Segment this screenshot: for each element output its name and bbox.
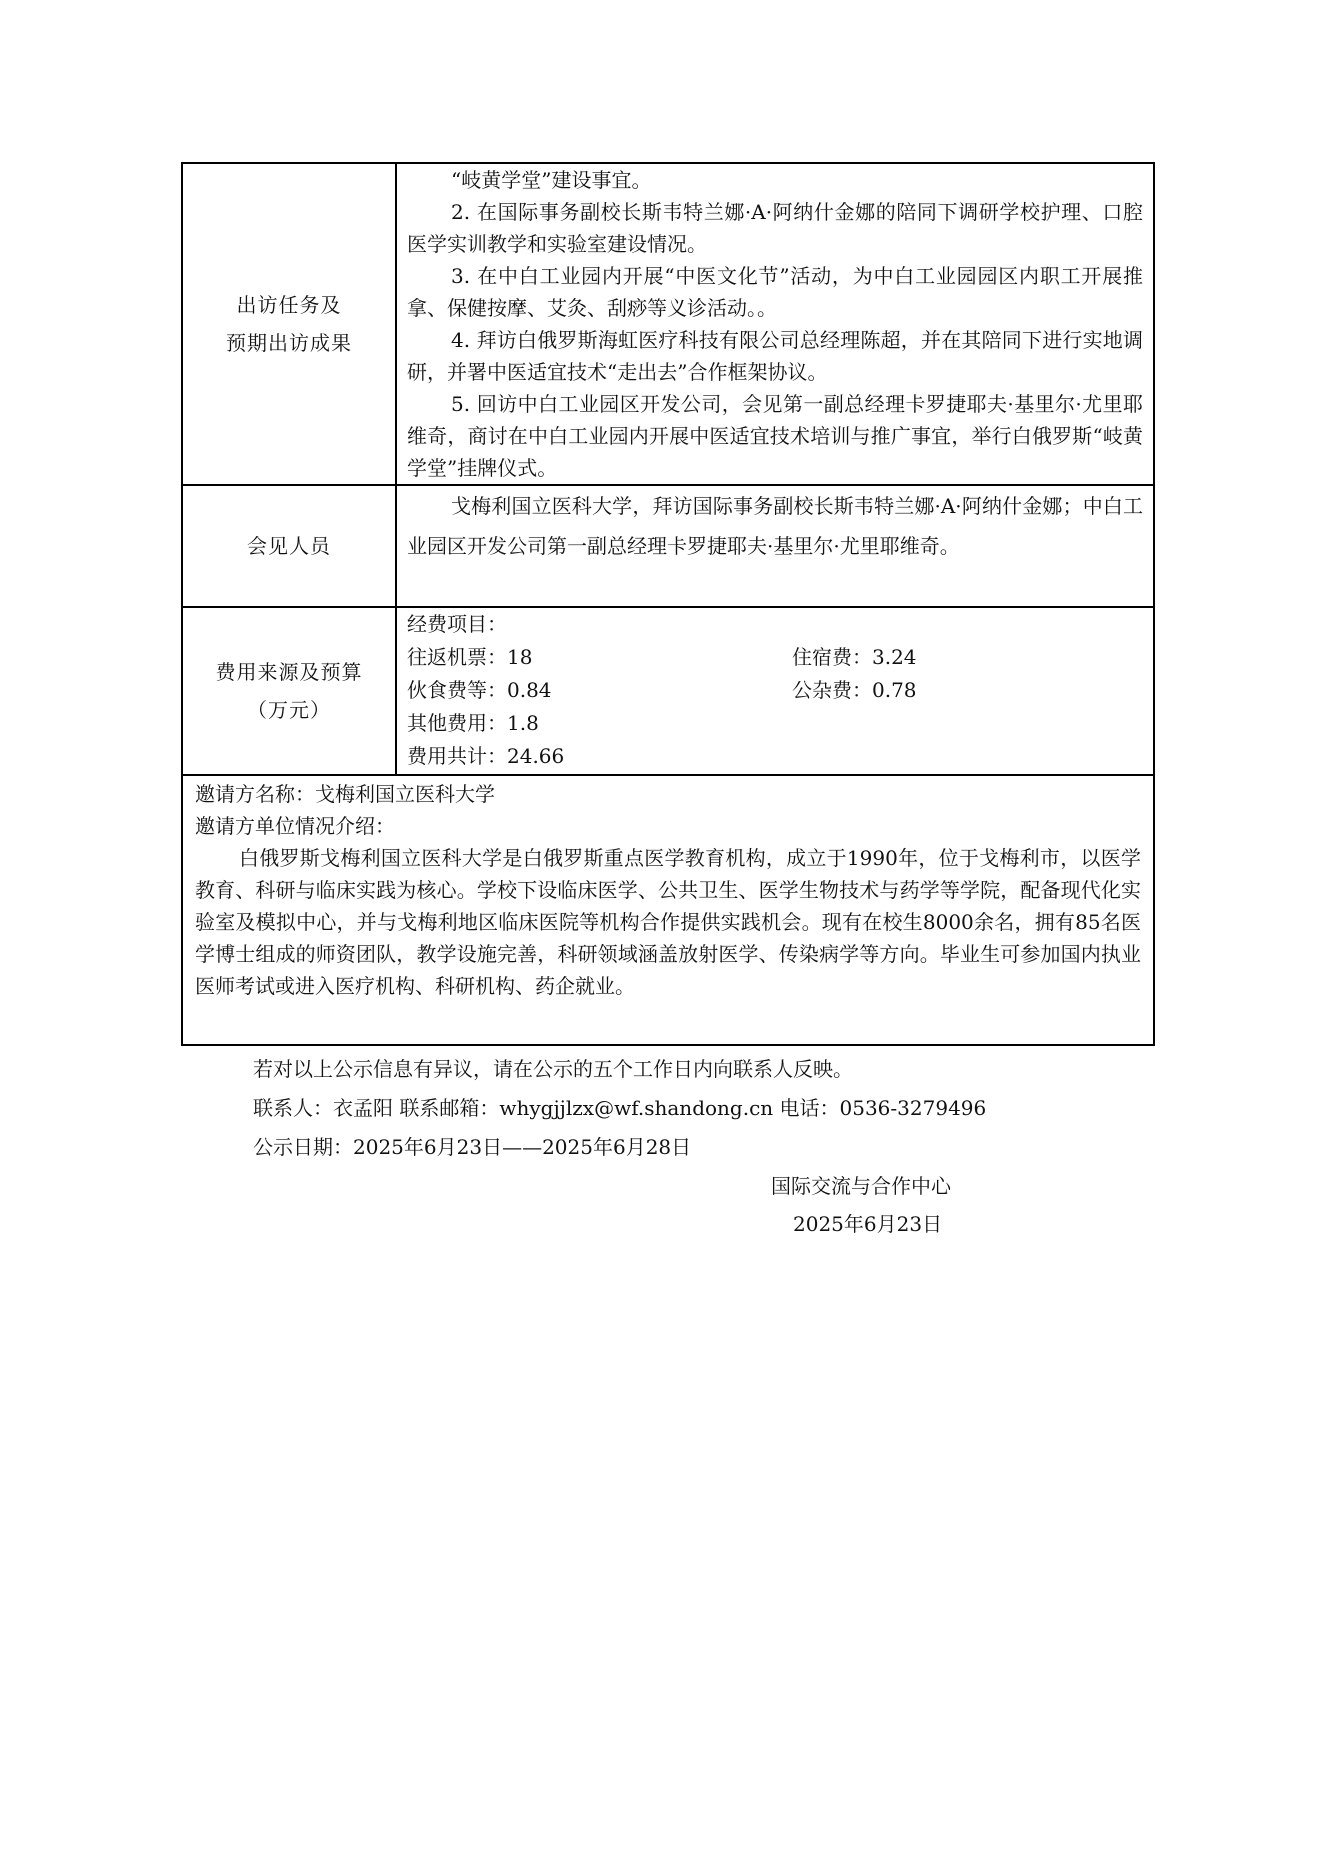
notice-block <box>181 1050 1155 1167</box>
budget-other: 其他费用：1.8 <box>407 711 539 735</box>
signature-block <box>181 1167 1155 1243</box>
tasks-label <box>182 163 396 485</box>
tasks-item-3: 3. 在中白工业园内开展“中医文化节”活动，为中白工业园园区内职工开展推拿、保健按摩、艾灸、刮痧等义诊活动。。 <box>407 264 1143 320</box>
meeting-label: 会见人员 <box>182 485 396 607</box>
notice-period: 公示日期：2025年6月23日——2025年6月28日 <box>253 1135 692 1159</box>
info-table <box>181 162 1155 1046</box>
budget-meals: 伙食费等：0.84 <box>407 678 552 702</box>
budget-label-line1: 费用来源及预算 <box>215 660 363 684</box>
tasks-row <box>182 163 1154 485</box>
inviter-intro: 白俄罗斯戈梅利国立医科大学是白俄罗斯重点医学教育机构，成立于1990年，位于戈梅利市，以医学教育、科研与临床实践为核心。学校下设临床医学、公共卫生、医学生物技术与药学等学院，配备现代化实验室及模拟中心，并与戈梅利地区临床医院等机构合作提供实践机会。现有在校生8000余名，拥有85名医学博士组成的师资团队，教学设施完善，科研领域涵盖放射医学、传染病学等方向。毕业生可参加国内执业医师考试或进入医疗机构、科研机构、药企就业。 <box>195 846 1141 998</box>
inviter-row <box>182 775 1154 1045</box>
budget-row <box>182 607 1154 775</box>
inviter-content <box>182 775 1154 1045</box>
budget-content <box>396 607 1154 775</box>
budget-label <box>182 607 396 775</box>
meeting-row <box>182 485 1154 607</box>
tasks-label-line1: 出访任务及 <box>236 293 342 317</box>
meeting-content <box>396 485 1154 607</box>
tasks-line0: “岐黄学堂”建设事宜。 <box>451 168 652 192</box>
budget-airfare: 往返机票：18 <box>407 645 533 669</box>
signature-date: 2025年6月23日 <box>793 1212 943 1236</box>
tasks-content <box>396 163 1154 485</box>
budget-total: 费用共计：24.66 <box>407 744 565 768</box>
meeting-text: 戈梅利国立医科大学，拜访国际事务副校长斯韦特兰娜·A·阿纳什金娜；中白工业园区开发公司第一副总经理卡罗捷耶夫·基里尔·尤里耶维奇。 <box>407 494 1143 558</box>
budget-label-line2: （万元） <box>247 698 331 722</box>
notice-contact: 联系人：衣孟阳 联系邮箱：whygjjlzx@wf.shandong.cn 电话：0536-3279496 <box>253 1096 987 1120</box>
tasks-item-2: 2. 在国际事务副校长斯韦特兰娜·A·阿纳什金娜的陪同下调研学校护理、口腔医学实训教学和实验室建设情况。 <box>407 200 1143 256</box>
budget-misc-public: 公杂费：0.78 <box>792 678 917 702</box>
notice-objection: 若对以上公示信息有异议，请在公示的五个工作日内向联系人反映。 <box>253 1057 853 1081</box>
signature-org: 国际交流与合作中心 <box>771 1174 951 1198</box>
tasks-label-line2: 预期出访成果 <box>226 331 352 355</box>
tasks-item-5: 5. 回访中白工业园区开发公司，会见第一副总经理卡罗捷耶夫·基里尔·尤里耶维奇，商讨在中白工业园内开展中医适宜技术培训与推广事宜，举行白俄罗斯“岐黄学堂”挂牌仪式。 <box>407 392 1143 480</box>
budget-header: 经费项目： <box>407 612 507 636</box>
tasks-item-4: 4. 拜访白俄罗斯海虹医疗科技有限公司总经理陈超，并在其陪同下进行实地调研，并署中医适宜技术“走出去”合作框架协议。 <box>407 328 1143 384</box>
document-page <box>181 162 1155 1243</box>
inviter-intro-label: 邀请方单位情况介绍： <box>195 814 395 838</box>
budget-lodging: 住宿费：3.24 <box>792 645 917 669</box>
inviter-name: 邀请方名称：戈梅利国立医科大学 <box>195 782 495 806</box>
